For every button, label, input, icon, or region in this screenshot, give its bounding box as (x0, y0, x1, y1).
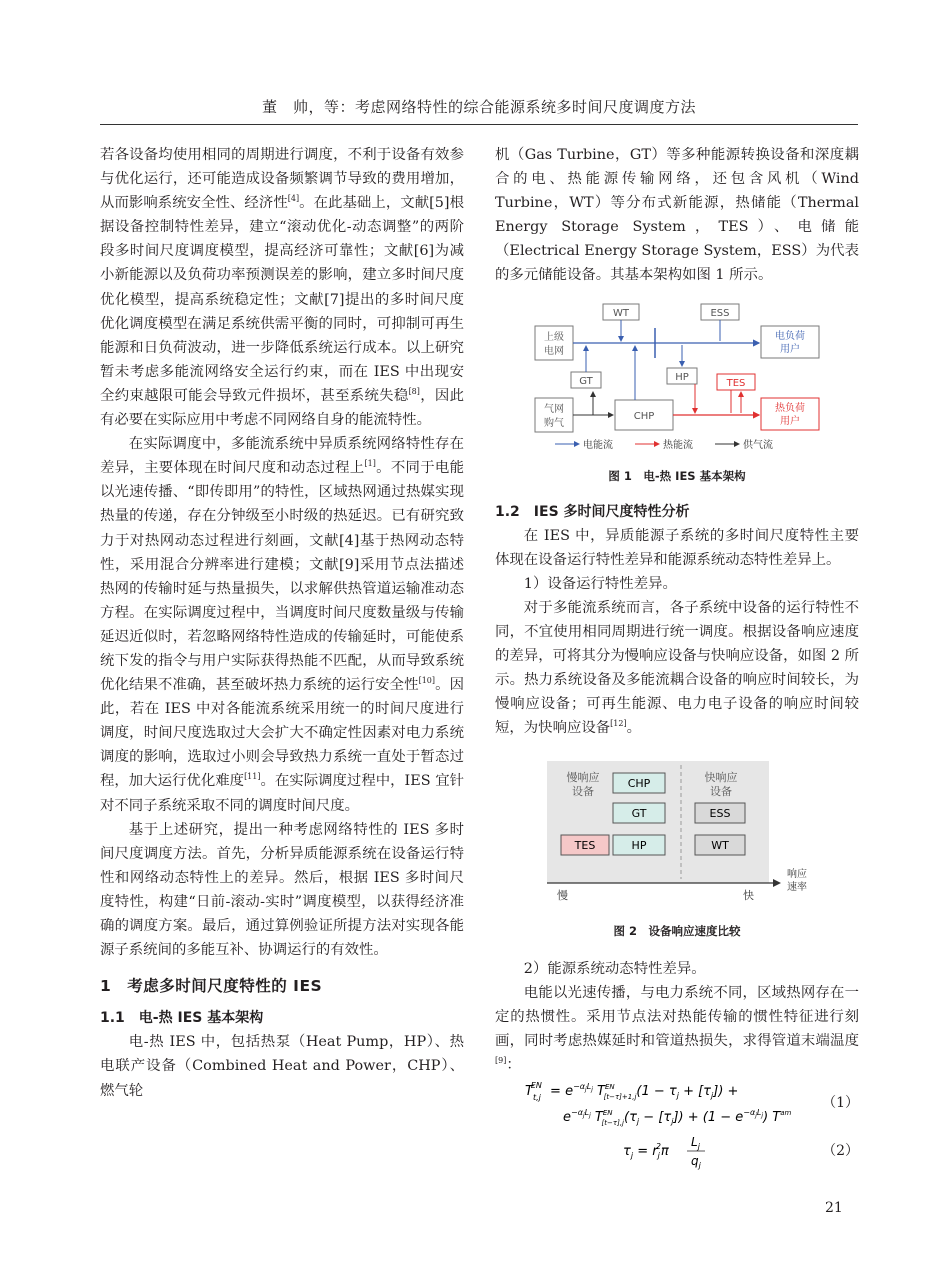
upper-grid-label-2: 电网 (544, 345, 564, 357)
hp-label: HP (675, 371, 689, 383)
figure-2 (495, 759, 859, 939)
equation-2-number: （2） (822, 1142, 859, 1159)
equation-2-math (495, 1129, 825, 1171)
running-header: 董 帅，等：考虑网络特性的综合能源系统多时间尺度调度方法 (261, 98, 696, 116)
right-column (495, 143, 859, 1171)
axis-slow-label: 慢 (557, 888, 568, 902)
section-1-heading: 1 考虑多时间尺度特性的 IES (100, 977, 323, 996)
ess-label: ESS (710, 307, 730, 319)
axis-label-2: 速率 (787, 881, 807, 893)
equation-1-number: （1） (822, 1094, 859, 1111)
gt-label: GT (579, 375, 593, 387)
section-1-1-heading: 1.1 电-热 IES 基本架构 (100, 1010, 264, 1027)
figure-1-diagram (495, 298, 859, 452)
legend-gas-label: 供气流 (743, 439, 773, 451)
left-paragraph-1: 若各设备均使用相同的周期进行调度，不利于设备有效参与优化运行，还可能造成设备频繁调节导致的费用增加，从而影响系统安全性、经济性[4]。在此基础上，文献[5]根据设备控制特性差异，建立“滚动优化-动态调整”的两阶段多时间尺度调度模型，提高经济可靠性；文献[6]为减小新能源以及负荷功率预测误差的影响，建立多时间尺度优化模型，提高系统稳定性；文献[7]提出的多时间尺度优化调度模型在满足系统供需平衡的同时，可抑制可再生能源和日负荷波动，进一步降低系统运行成本。以上研究暂未考虑多能流网络安全运行约束，而在 IES 中出现安全约束越限可能会导致元件损坏，甚至系统失稳[8]，因此有必要在实际应用中考虑不同网络自身的能流特性。 (100, 147, 464, 429)
legend-heat-label: 热能流 (663, 439, 693, 451)
wt-label: WT (613, 307, 629, 319)
elec-load-label-2: 用户 (780, 343, 800, 355)
heat-load-label-1: 热负荷 (775, 402, 805, 414)
chp-item-label: CHP (627, 776, 651, 790)
gt-item-label: GT (631, 806, 647, 820)
upper-grid-label-1: 上级 (544, 331, 564, 343)
tes-item-label: TES (574, 838, 596, 852)
svg-text:qj: $q_j$ (691, 1153, 701, 1170)
heat-load-label-2: 用户 (780, 415, 800, 427)
right-paragraph-4: 对于多能流系统而言，各子系统中设备的运行特性不同，不宜使用相同周期进行统一调度。根据设备响应速度的差异，可将其分为慢响应设备与快响应设备，如图 2 所示。热力系统设备及多能流耦合设备的响应时间较长，为慢响应设备；可再生能源、电力电子设备的响应时间较短，为快响应设备[12]。 (495, 599, 859, 737)
right-paragraph-6: 电能以光速传播，与电力系统不同，区域热网存在一定的热惯性。采用节点法对热能传输的惯性特征进行刻画，同时考虑热媒延时和管道热损失，求得管道末端温度[9]： (495, 984, 859, 1073)
axis-fast-label: 快 (743, 888, 754, 902)
figure-2-caption: 图 2 设备响应速度比较 (613, 923, 741, 938)
svg-text:Lj: $L_j$ (691, 1134, 700, 1151)
hp-item-label: HP (631, 838, 647, 852)
left-paragraph-2: 在实际调度中，多能流系统中异质系统网络特性存在差异，主要体现在时间尺度和动态过程上[1]。不同于电能以光速传播、“即传即用”的特性，区域热网通过热媒实现热量的传递，存在分钟级至小时级的热延迟。已有研究致力于对热网动态过程进行刻画，文献[4]基于热网动态特性，采用混合分辨率进行建模；文献[9]采用节点法描述热网的传输时延与热量损失，以求解供热管道运输准动态方程。在实际调度过程中，当调度时间尺度数量级与传输延迟近似时，若忽略网络特性造成的传输延时，可能使系统下发的指令与用户实际获得热能不匹配，从而导致系统优化结果不准确，甚至破坏热力系统的运行安全性[10]。因此，若在 IES 中对各能流系统采用统一的时间尺度进行调度，时间尺度选取过大会扩大不确定性因素对电力系统调度的影响，选取过小则会导致热力系统一直处于暂态过程，加大运行优化难度[11]。在实际调度过程中，IES 宜针对不同子系统采取不同的调度时间尺度。 (100, 436, 464, 814)
slow-label-1: 慢响应 (566, 770, 600, 784)
equation-2 (495, 1129, 859, 1171)
equation-1 (495, 1077, 859, 1129)
fast-label-1: 快响应 (704, 770, 738, 784)
left-column (100, 143, 464, 1103)
right-paragraph-5: 2）能源系统动态特性差异。 (523, 960, 706, 977)
right-paragraph-1: 机（Gas Turbine，GT）等多种能源转换设备和深度耦合的电、热能源传输网络，还包含风机（Wind Turbine，WT）等分布式新能源，热储能（Thermal Energy Storage System，TES）、电储能（Electrical Energy Storage System，ESS）为代表的多元储能设备。其基本架构如图 1 所示。 (495, 147, 859, 284)
gas-label-2: 购气 (544, 417, 564, 429)
section-1-2-heading: 1.2 IES 多时间尺度特性分析 (495, 503, 690, 520)
speed-axis-arrow (773, 879, 781, 887)
svg-text:e−αjLj TEN[t−τ],j(τj − [τj]) +: $e^{-\alpha}jLj$ $T^{EN}$ $[t-\tau],j(\tau_j - [\tau_j]) + (1 - e^{-\alpha}jLj)$ $T^{am}$ (563, 1107, 792, 1127)
axis-label-1: 响应 (787, 868, 807, 880)
legend-elec-label: 电能流 (583, 439, 613, 451)
elec-load-label-1: 电负荷 (775, 330, 805, 342)
wt-item-label: WT (711, 838, 729, 852)
fast-label-2: 设备 (710, 784, 732, 798)
chp-label: CHP (633, 410, 655, 422)
page-number: 21 (825, 1200, 843, 1216)
figure-2-diagram (495, 759, 859, 907)
equation-1-math (495, 1077, 825, 1129)
gas-label-1: 气网 (544, 403, 564, 415)
figure-1 (495, 298, 859, 483)
figure-1-caption: 图 1 电-热 IES 基本架构 (608, 468, 746, 483)
svg-text:Tt,jEN = e−αjLj TEN[t−τ]+1,j(1: $T_{t,j}EN = e^{-\alpha}jLj$ $T^{EN}$ $[t-\tau]+1,j(1 - \tau_j + [\tau_j])$ + (525, 1080, 739, 1102)
left-paragraph-4: 电-热 IES 中，包括热泵（Heat Pump，HP）、热电联产设备（Combined Heat and Power，CHP）、燃气轮 (100, 1034, 464, 1099)
right-paragraph-3: 1）设备运行特性差异。 (523, 575, 677, 592)
svg-text:τj = rj2π: $\tau_j = r_j2\pi$ (623, 1141, 669, 1160)
slow-label-2: 设备 (572, 784, 594, 798)
header-rule (100, 124, 858, 125)
right-paragraph-2: 在 IES 中，异质能源子系统的多时间尺度特性主要体现在设备运行特性差异和能源系统动态特性差异上。 (495, 527, 859, 568)
tes-label: TES (726, 377, 746, 389)
ess-item-label: ESS (709, 806, 731, 820)
left-paragraph-3: 基于上述研究，提出一种考虑网络特性的 IES 多时间尺度调度方法。首先，分析异质能源系统在设备运行特性和网络动态特性上的差异。然后，根据 IES 多时间尺度特性，构建“日前-滚动-实时”调度模型，以获得经济准确的调度方案。最后，通过算例验证所提方法对实现各能源子系统间的多能互补、协调运行的有效性。 (100, 821, 464, 959)
